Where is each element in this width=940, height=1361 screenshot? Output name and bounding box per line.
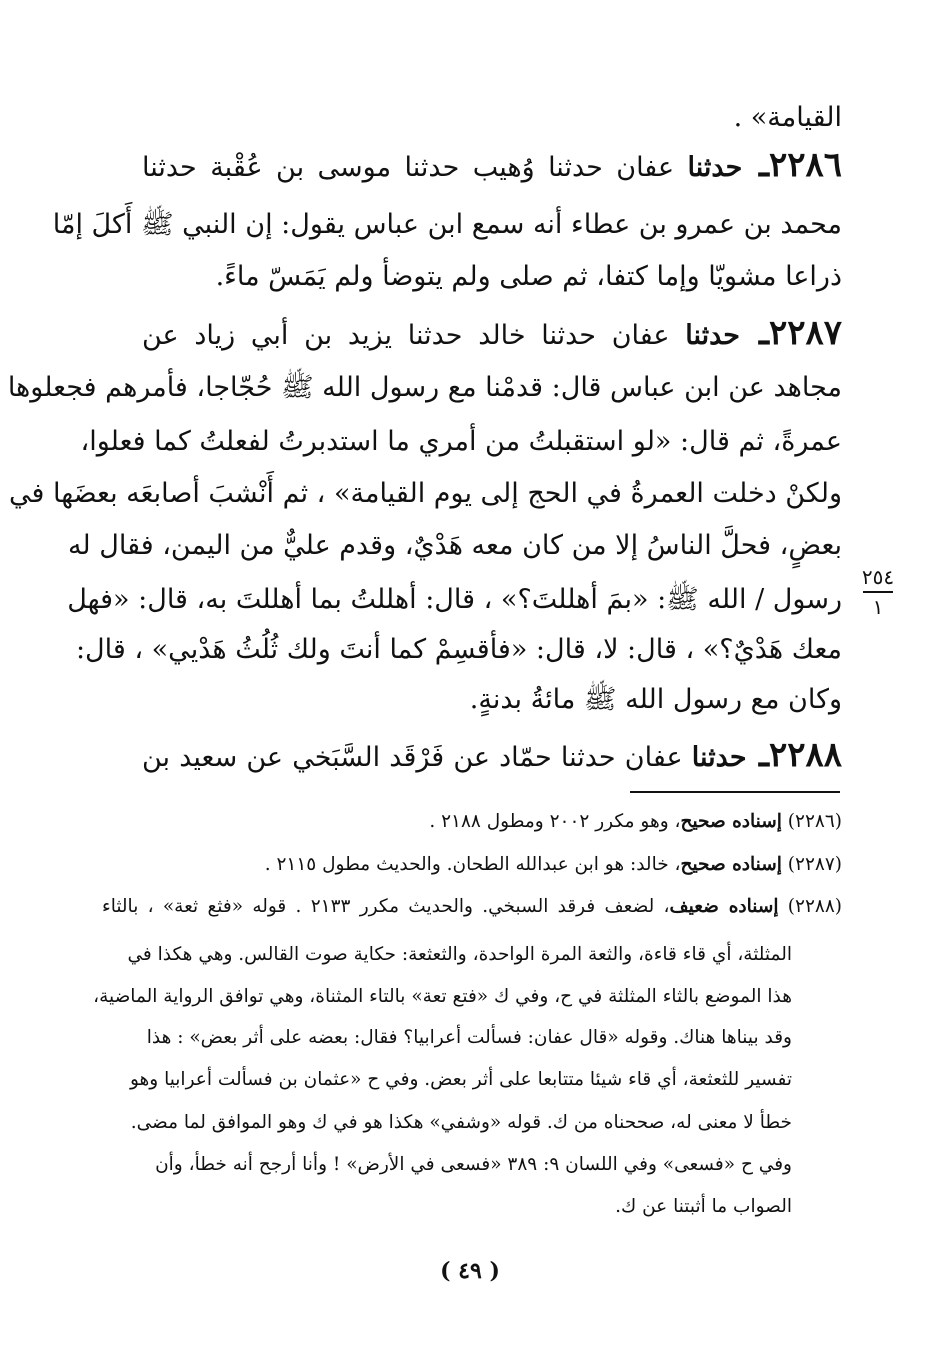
line-text: عمرةً، ثم قال: «لو استقبلتُ من أمري ما استدبرتُ لفعلتُ كما فعلوا، xyxy=(80,426,842,457)
footnote-text: ، وهو مكرر ٢٠٠٢ ومطول ٢١٨٨ . xyxy=(429,811,681,832)
footnote-text: وقد بيناها هناك. وقوله «قال عفان: فسألت أعرابيا؟ فقال: بعضه على أثر بعض» : هذا xyxy=(146,1027,792,1048)
line-text: وكان مع رسول الله ﷺ مائةُ بدنةٍ. xyxy=(469,684,842,715)
hadith-keyword: حدثنا xyxy=(685,320,740,351)
footnote-number: (٢٢٨٨) xyxy=(778,896,842,917)
footnote-grading: إسناده صحيح xyxy=(680,811,782,832)
margin-ref-divider xyxy=(863,591,893,593)
footnote-line xyxy=(93,980,792,1013)
footnote-line xyxy=(127,938,792,971)
footnote-text: ، خالد: هو ابن عبدالله الطحان. والحديث مطول ٢١١٥ . xyxy=(264,854,681,875)
margin-page-reference xyxy=(858,566,898,618)
body-line xyxy=(142,98,842,138)
footnote-number: (٢٢٨٦) xyxy=(781,811,842,832)
line-text: مجاهد عن ابن عباس قال: قدمْنا مع رسول الله ﷺ حُجّاجا، فأمرهم فجعلوها xyxy=(7,372,842,403)
hadith-2286-heading xyxy=(142,145,842,188)
footnote-separator xyxy=(630,791,840,793)
footnote-line xyxy=(146,1021,792,1054)
margin-ref-top: ٢٥٤ xyxy=(861,565,895,589)
body-line xyxy=(67,526,842,566)
footnote-grading: إسناده صحيح xyxy=(680,854,782,875)
hadith-keyword: حدثنا xyxy=(687,152,743,183)
line-text: عفان حدثنا حمّاد عن فَرْقَد السَّبَخي عن سعيد بن xyxy=(142,742,692,773)
footnote-text: المثلثة، أي قاء قاءة، والثعة المرة الواحدة، والثعثعة: حكاية صوت القالس. وهي هكذا في xyxy=(127,944,792,965)
line-text: محمد بن عمرو بن عطاء أنه سمع ابن عباس يقول: إن النبي ﷺ أَكلَ إمّا xyxy=(52,209,842,240)
footnote-text: هذا الموضع بالثاء المثلثة في ح، وفي ك «فتع تعة» بالتاء المثناة، وهي توافق الرواية الماضية، xyxy=(93,986,792,1007)
line-text: عفان حدثنا خالد حدثنا يزيد بن أبي زياد عن xyxy=(142,320,686,351)
footnote-line xyxy=(155,1148,792,1181)
footnote-text: الصواب ما أثبتنا عن ك. xyxy=(615,1196,792,1217)
footnote-grading: إسناده ضعيف xyxy=(669,896,779,917)
footnote-2287 xyxy=(265,848,842,881)
line-text: ذراعا مشويّا وإما كتفا، ثم صلى ولم يتوضأ ولم يَمَسّ ماءً. xyxy=(215,261,842,292)
footnote-line xyxy=(130,1106,792,1139)
line-text: رسول / الله ﷺ: «بمَ أهللتَ؟» ، قال: أهللتُ بما أهللتَ به، قال: «فهل xyxy=(67,584,842,615)
footnote-text: وفي ح «فسعى» وفي اللسان ٩: ٣٨٩ «فسعى في الأرض» ! وأنا أرجح أنه خطأ، وأن xyxy=(155,1154,792,1175)
margin-ref-bottom: ١ xyxy=(872,595,884,619)
body-line xyxy=(7,368,842,408)
body-line xyxy=(75,630,842,670)
body-line xyxy=(142,680,842,720)
body-line xyxy=(80,422,842,462)
line-text: القيامة» . xyxy=(733,102,842,133)
body-line xyxy=(67,580,842,620)
footnote-text: خطأ لا معنى له، صححناه من ك. قوله «وشفي» هكذا هو في ك وهو الموافق لما مضى. xyxy=(130,1112,792,1133)
line-text: عفان حدثنا وُهيب حدثنا موسى بن عُقْبة حدثنا xyxy=(142,152,688,183)
footnote-line xyxy=(162,1190,792,1223)
line-text: بعضٍ، فحلَّ الناسُ إلا من كان معه هَدْيٌ، وقدم عليٌّ من اليمن، فقال له xyxy=(67,530,842,561)
hadith-2288-heading xyxy=(142,735,842,778)
footnote-number: (٢٢٨٧) xyxy=(781,854,842,875)
hadith-number: ٢٢٨٧ـ xyxy=(740,313,842,353)
footnote-2288 xyxy=(102,890,842,923)
footnote-text: ، لضعف فرقد السبخي. والحديث مكرر ٢١٣٣ . قوله «فثع ثعة» ، بالثاء xyxy=(102,896,670,917)
hadith-keyword: حدثنا xyxy=(691,742,747,773)
footnote-line xyxy=(129,1063,792,1096)
body-line xyxy=(8,474,842,514)
footnote-text: تفسير للثعثعة، أي قاء شيئا متتابعا على أثر بعض. وفي ح «عثمان بن فسألت أعرابيا وهو xyxy=(129,1069,792,1090)
line-text: معك هَدْيٌ؟» ، قال: لا، قال: «فأقسِمْ كما أنتَ ولك ثُلُثُ هَدْيي» ، قال: xyxy=(75,634,842,665)
hadith-number: ٢٢٨٦ـ xyxy=(742,145,842,185)
body-line xyxy=(142,257,842,297)
hadith-2287-heading xyxy=(142,313,842,356)
hadith-number: ٢٢٨٨ـ xyxy=(746,735,842,775)
line-text: ولكنْ دخلت العمرةُ في الحج إلى يوم القيامة» ، ثم أَنْشبَ أصابعَه بعضَها في xyxy=(8,478,842,509)
footnote-2286 xyxy=(429,805,842,838)
body-line xyxy=(52,205,842,245)
page-number: ( ٤٩ ) xyxy=(440,1258,500,1284)
